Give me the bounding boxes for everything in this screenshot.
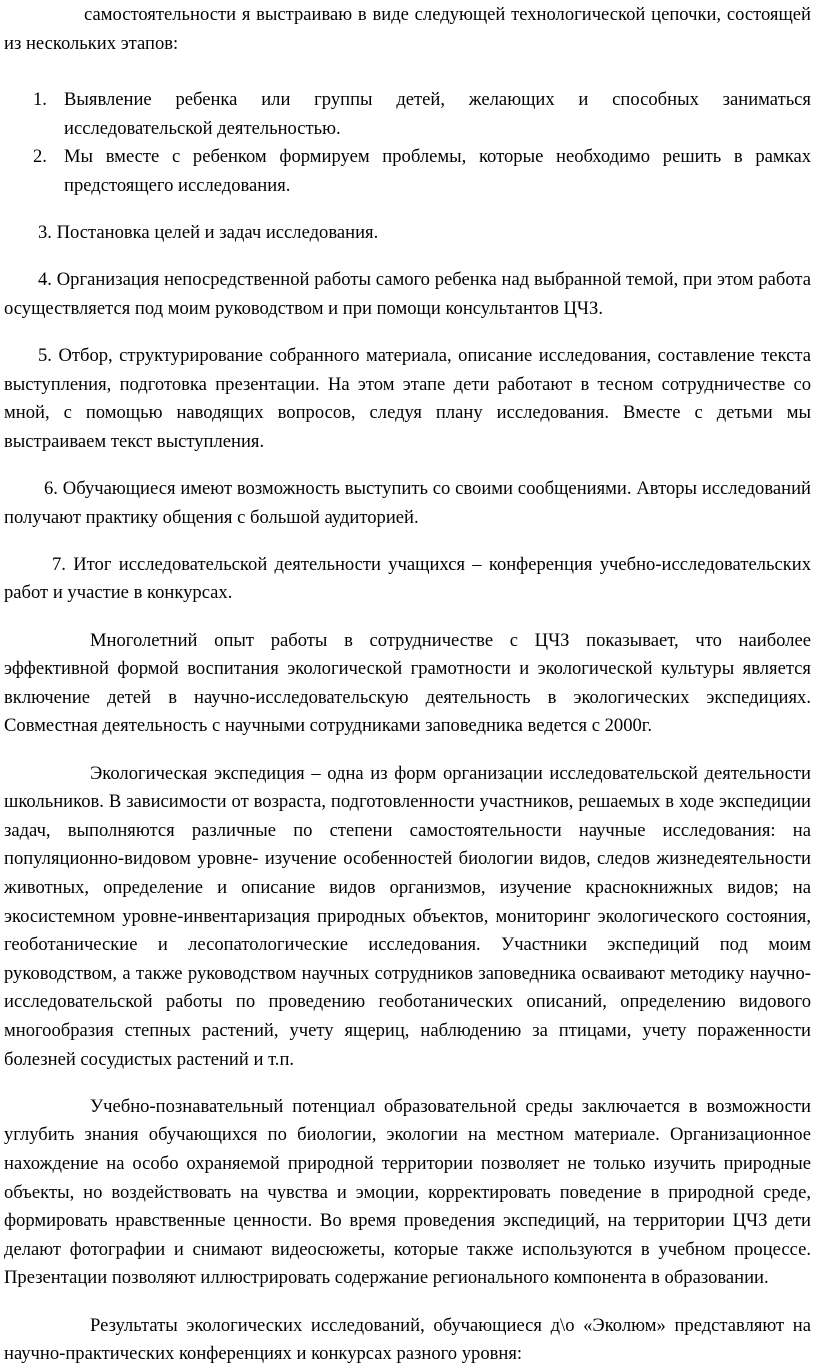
step-paragraph bbox=[4, 551, 811, 608]
step-number: 5. bbox=[38, 345, 52, 367]
step-text: Итог исследовательской деятельности учащихся – конференция учебно-исследовательских работ и участие в конкурсах. bbox=[4, 553, 811, 604]
step-number: 7. bbox=[52, 553, 66, 575]
step-number: 6. bbox=[44, 478, 58, 500]
body-paragraph: Экологическая экспедиция – одна из форм организации исследовательской деятельности школьников. В зависимости от возраста, подготовленности участников, решаемых в ходе экспедиции задач, выполняются различные по степени самостоятельности научные исследования: на популяционно-видовом уровне- изучение особенностей биологии видов, следов жизнедеятельности животных, определение и описание видов организмов, изучение краснокнижных видов; на экосистемном уровне-инвентаризация природных объектов, мониторинг экологического состояния, геоботанические и лесопатологические исследования. Участники экспедиций под моим руководством, а также руководством научных сотрудников заповедника осваивают методику научно-исследовательской работы по проведению геоботанических описаний, определению видового многообразия степных растений, учету ящериц, наблюдению за птицами, учету пораженности болезней сосудистых растений и т.п. bbox=[4, 762, 811, 1070]
intro-paragraph: самостоятельности я выстраиваю в виде следующей технологической цепочки, состоящей из нескольких этапов: bbox=[4, 4, 811, 54]
body-paragraph: Многолетний опыт работы в сотрудничестве с ЦЧЗ показывает, что наиболее эффективной формой воспитания экологической грамотности и экологической культуры является включение детей в научно-исследовательскую деятельность в экологических экспедициях. Совместная деятельность с научными сотрудниками заповедника ведется с 2000г. bbox=[4, 629, 811, 737]
step-text: Организация непосредственной работы самого ребенка над выбранной темой, при этом работа осуществляется под моим руководством и при помощи консультантов ЦЧЗ. bbox=[4, 269, 812, 319]
body-paragraph: Учебно-познавательный потенциал образовательной среды заключается в возможности углубить знания обучающихся по биологии, экологии на местном материале. Организационное нахождение на особо охраняемой природной территории позволяет не только изучить природные объекты, но воздействовать на чувства и эмоции, корректировать поведение в природной среде, формировать нравственные ценности. Во время проведения экспедиций, на территории ЦЧЗ дети делают фотографии и снимают видеосюжеты, которые также используются в учебном процессе. Презентации позволяют иллюстрировать содержание регионального компонента в образовании. bbox=[4, 1095, 811, 1289]
body-paragraph: Результаты экологических исследований, обучающиеся д\о «Эколюм» представляют на научно-практических конференциях и конкурсах разного уровня: bbox=[4, 1314, 811, 1365]
list-item bbox=[33, 86, 811, 143]
step-text: Выявление ребенка или группы детей, желающих и способных заниматься исследовательской деятельностью. bbox=[64, 89, 811, 139]
step-number: 1. bbox=[33, 89, 47, 111]
step-paragraph bbox=[4, 219, 811, 248]
step-text: Обучающиеся имеют возможность выступить со своими сообщениями. Авторы исследований получают практику общения с большой аудиторией. bbox=[4, 478, 811, 528]
list-item bbox=[33, 143, 811, 200]
step-number: 2. bbox=[33, 146, 47, 168]
step-paragraph bbox=[4, 342, 811, 456]
step-number: 4. bbox=[38, 269, 52, 291]
step-paragraph bbox=[4, 266, 811, 323]
step-text: Постановка целей и задач исследования. bbox=[56, 222, 379, 244]
step-text: Мы вместе с ребенком формируем проблемы, которые необходимо решить в рамках предстоящего исследования. bbox=[64, 146, 811, 196]
step-text: Отбор, структурирование собранного материала, описание исследования, составление текста выступления, подготовка презентации. На этом этапе дети работают в тесном сотрудничестве со мной, с помощью наводящих вопросов, следуя плану исследования. Вместе с детьми мы выстраиваем текст выступления. bbox=[4, 345, 811, 452]
step-paragraph bbox=[4, 475, 811, 532]
steps-list bbox=[0, 86, 816, 200]
step-number: 3. bbox=[38, 222, 52, 244]
